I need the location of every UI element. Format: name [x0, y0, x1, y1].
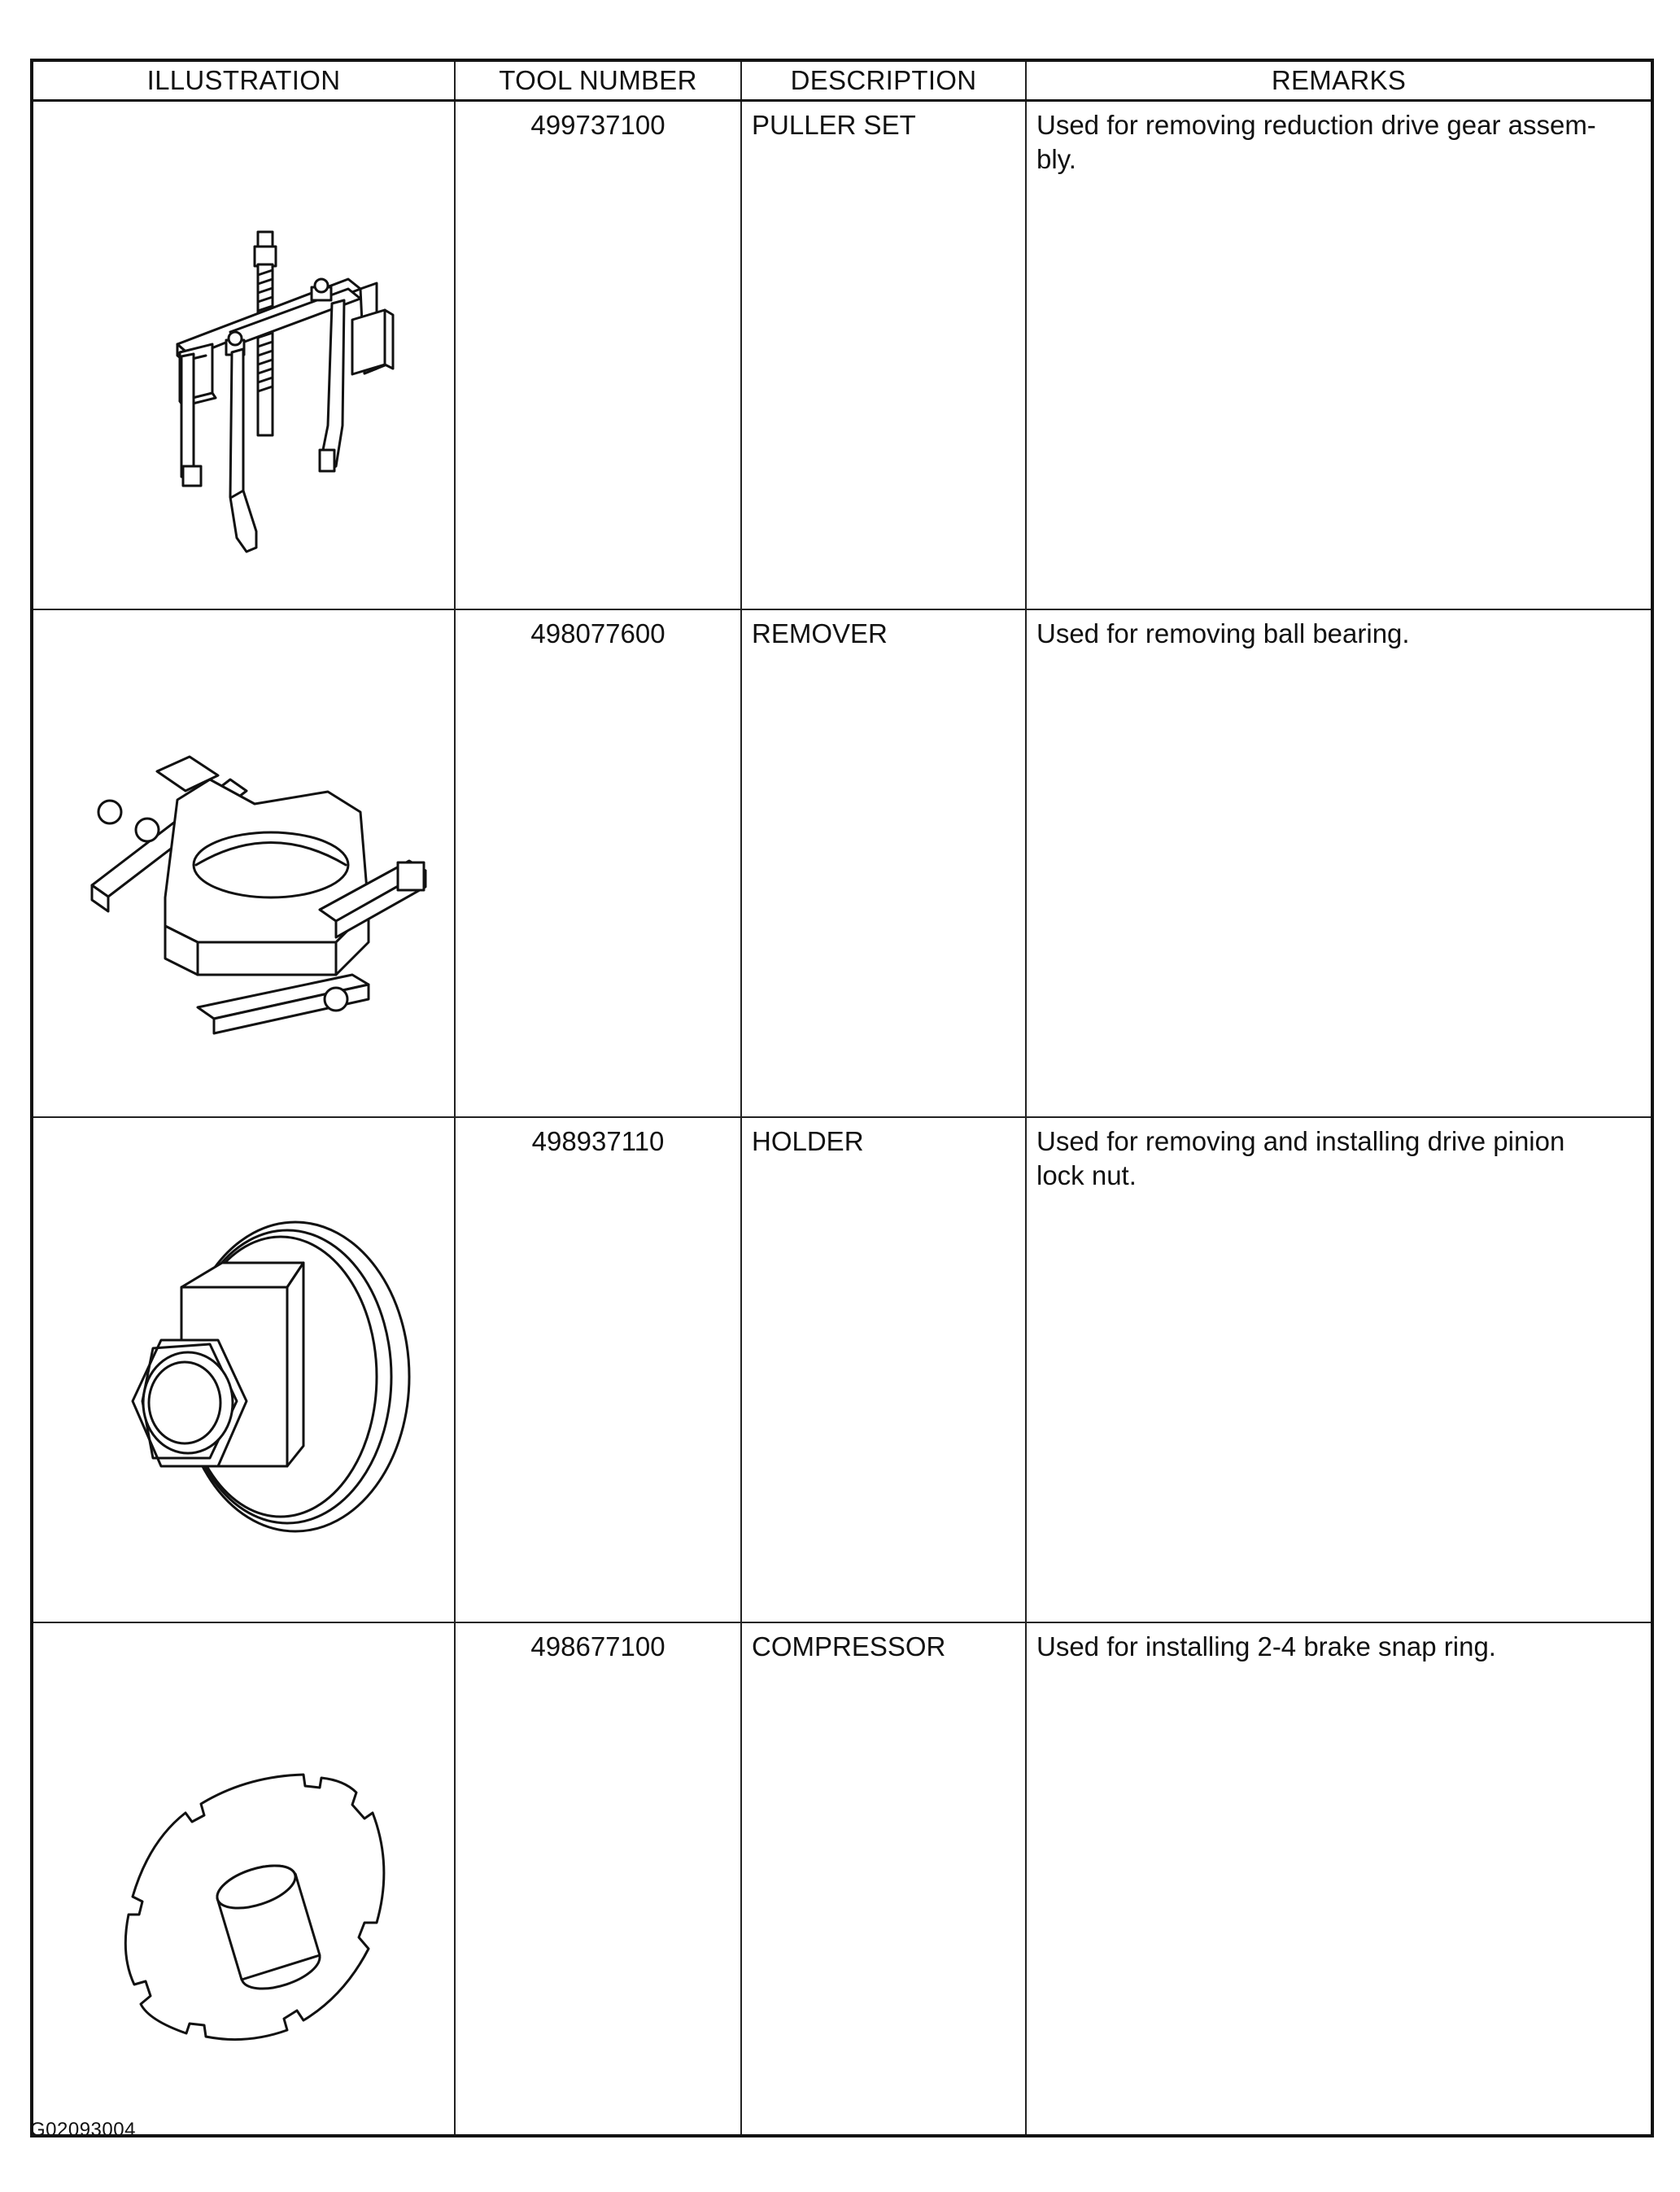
- remover-illustration: [43, 617, 466, 1116]
- illustration-cell: [32, 609, 455, 1117]
- description-cell: HOLDER: [741, 1117, 1026, 1622]
- tool-number-cell: 498677100: [455, 1622, 741, 2136]
- remarks-line: Used for removing ball bearing.: [1036, 618, 1410, 648]
- remarks-line: Used for removing reduction drive gear assem-: [1036, 110, 1596, 140]
- header-tool-number: TOOL NUMBER: [455, 60, 741, 101]
- tool-number-cell: 498077600: [455, 609, 741, 1117]
- holder-illustration: [43, 1124, 466, 1622]
- remarks-cell: [1026, 1117, 1652, 1622]
- compressor-illustration: [43, 1630, 466, 2134]
- remarks-line: Used for removing and installing drive pinion: [1036, 1126, 1565, 1156]
- remarks-cell: [1026, 1622, 1652, 2136]
- illustration-cell: [32, 101, 455, 610]
- remarks-line: Used for installing 2-4 brake snap ring.: [1036, 1631, 1496, 1661]
- description-cell: REMOVER: [741, 609, 1026, 1117]
- table-row: [32, 609, 1652, 1117]
- remarks-cell: [1026, 609, 1652, 1117]
- document-id: G02093004: [30, 2119, 136, 2141]
- illustration-cell: [32, 1117, 455, 1622]
- table-row: [32, 1622, 1652, 2136]
- puller-set-illustration: [43, 108, 466, 609]
- remarks-line: bly.: [1036, 144, 1076, 174]
- tool-number-cell: 499737100: [455, 101, 741, 610]
- description-cell: PULLER SET: [741, 101, 1026, 610]
- header-description: DESCRIPTION: [741, 60, 1026, 101]
- table-row: [32, 1117, 1652, 1622]
- table-row: [32, 101, 1652, 610]
- header-remarks: REMARKS: [1026, 60, 1652, 101]
- special-tools-sheet: [30, 59, 1651, 2101]
- tool-number-cell: 498937110: [455, 1117, 741, 1622]
- header-illustration: ILLUSTRATION: [32, 60, 455, 101]
- remarks-line: lock nut.: [1036, 1160, 1137, 1190]
- special-tools-table: [30, 59, 1654, 2137]
- remarks-cell: [1026, 101, 1652, 610]
- illustration-cell: [32, 1622, 455, 2136]
- description-cell: COMPRESSOR: [741, 1622, 1026, 2136]
- table-header-row: [32, 60, 1652, 101]
